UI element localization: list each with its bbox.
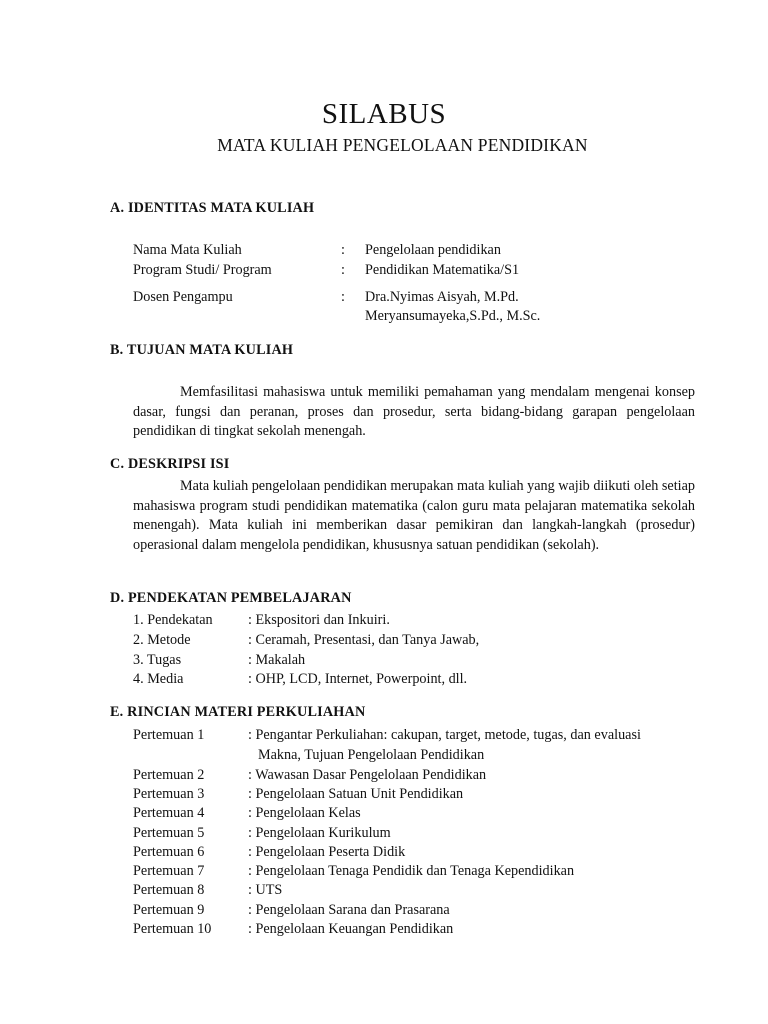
- identity-label: Program Studi/ Program: [133, 262, 272, 278]
- section-b-text: Memfasilitasi mahasiswa untuk memiliki pemahaman yang mendalam mengenai konsep dasar, fungsi dan peranan, proses dan prosedur, serta bidang-bidang garapan pengelolaan pendidikan di tingkat sekolah menengah.: [133, 384, 695, 439]
- identity-separator: :: [341, 289, 345, 305]
- meeting-topic: : Pengelolaan Peserta Didik: [248, 844, 406, 860]
- meeting-label: Pertemuan 4: [133, 805, 205, 821]
- identity-value: Pengelolaan pendidikan: [365, 242, 501, 258]
- identity-separator: :: [341, 242, 345, 258]
- meeting-topic: : Pengelolaan Sarana dan Prasarana: [248, 902, 450, 918]
- approach-value: : Makalah: [248, 652, 306, 668]
- section-c-heading: C. DESKRIPSI ISI: [110, 456, 230, 472]
- meeting-label: Pertemuan 7: [133, 863, 205, 879]
- approach-label: 3. Tugas: [133, 652, 182, 668]
- approach-label: 2. Metode: [133, 632, 191, 648]
- approach-value: : Ekspositori dan Inkuiri.: [248, 612, 390, 628]
- identity-value: Pendidikan Matematika/S1: [365, 262, 520, 278]
- identity-label: Dosen Pengampu: [133, 289, 233, 305]
- section-a-heading: A. IDENTITAS MATA KULIAH: [110, 200, 315, 216]
- meeting-label: Pertemuan 8: [133, 882, 205, 898]
- section-e-heading: E. RINCIAN MATERI PERKULIAHAN: [110, 704, 366, 720]
- identity-separator: :: [341, 262, 345, 278]
- approach-value: : Ceramah, Presentasi, dan Tanya Jawab,: [248, 632, 480, 648]
- meeting-topic: : Pengantar Perkuliahan: cakupan, target, metode, tugas, dan evaluasi: [248, 727, 641, 743]
- meeting-topic: : Pengelolaan Tenaga Pendidik dan Tenaga Kependidikan: [248, 863, 575, 879]
- page-subtitle: MATA KULIAH PENGELOLAAN PENDIDIKAN: [217, 135, 588, 155]
- meeting-label: Pertemuan 9: [133, 902, 205, 918]
- approach-value: : OHP, LCD, Internet, Powerpoint, dll.: [248, 671, 468, 687]
- meeting-topic: : Pengelolaan Kurikulum: [248, 825, 391, 841]
- meeting-topic: : Pengelolaan Satuan Unit Pendidikan: [248, 786, 464, 802]
- meeting-topic: : Wawasan Dasar Pengelolaan Pendidikan: [248, 767, 487, 783]
- identity-value: Dra.Nyimas Aisyah, M.Pd.: [365, 289, 519, 305]
- meeting-label: Pertemuan 10: [133, 921, 212, 937]
- section-c-text: Mata kuliah pengelolaan pendidikan merupakan mata kuliah yang wajib diikuti oleh setiap mahasiswa program studi pendidikan matematika (calon guru mata pelajaran matematika sekolah menengah). Mata kuliah ini memberikan dasar pemikiran dan langkah-langkah (prosedur) operasional dalam mengelola pendidikan, khususnya satuan pendidikan (sekolah).: [133, 478, 695, 553]
- meeting-topic-line2: Makna, Tujuan Pengelolaan Pendidikan: [258, 747, 485, 763]
- approach-label: 4. Media: [133, 671, 184, 687]
- approach-label: 1. Pendekatan: [133, 612, 213, 628]
- meeting-topic: : UTS: [248, 882, 283, 898]
- meeting-topic: : Pengelolaan Kelas: [248, 805, 361, 821]
- section-b-paragraph: [133, 383, 695, 442]
- section-d-heading: D. PENDEKATAN PEMBELAJARAN: [110, 590, 352, 606]
- meeting-label: Pertemuan 6: [133, 844, 205, 860]
- meeting-label: Pertemuan 2: [133, 767, 205, 783]
- identity-label: Nama Mata Kuliah: [133, 242, 242, 258]
- identity-value-line2: Meryansumayeka,S.Pd., M.Sc.: [365, 308, 541, 324]
- section-b-heading: B. TUJUAN MATA KULIAH: [110, 342, 294, 358]
- meeting-label: Pertemuan 5: [133, 825, 205, 841]
- page-title: SILABUS: [321, 98, 447, 130]
- section-c-paragraph: [133, 477, 695, 555]
- meeting-label: Pertemuan 3: [133, 786, 205, 802]
- meeting-label: Pertemuan 1: [133, 727, 205, 743]
- meeting-topic: : Pengelolaan Keuangan Pendidikan: [248, 921, 454, 937]
